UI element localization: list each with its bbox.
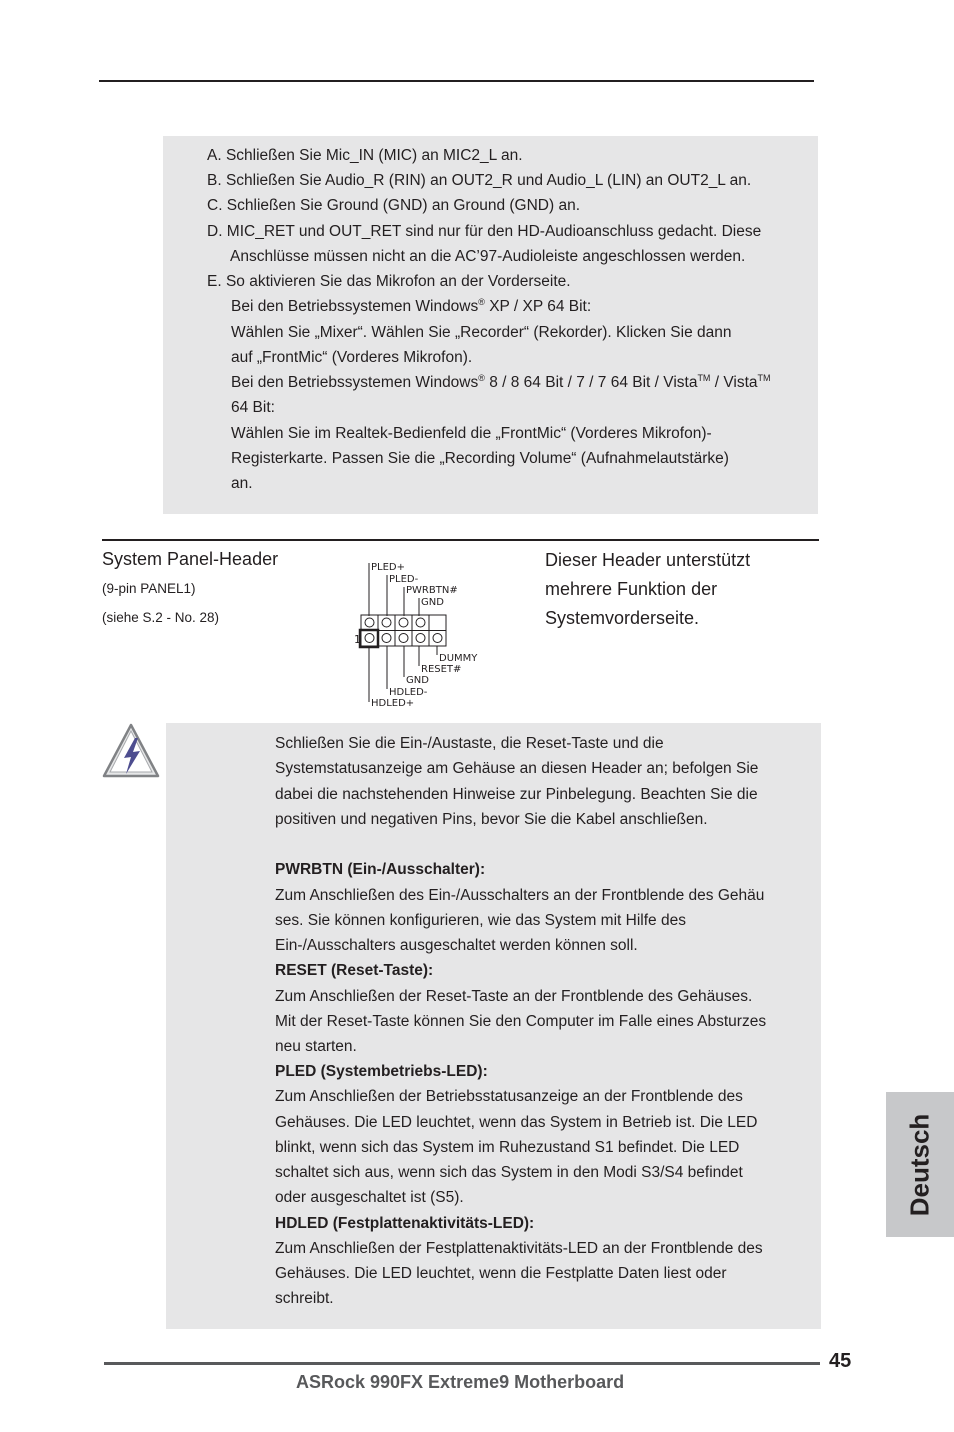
instruction-b: B. Schließen Sie Audio_R (RIN) an OUT2_R und Audio_L (LIN) an OUT2_L an. xyxy=(207,172,752,189)
pled-heading: PLED (Systembetriebs-LED): xyxy=(275,1063,488,1080)
pwrbtn-heading: PWRBTN (Ein-/Ausschalter): xyxy=(275,861,486,878)
reset-heading: RESET (Reset-Taste): xyxy=(275,962,434,979)
note-intro-4: positiven und negativen Pins, bevor Sie die Kabel anschließen. xyxy=(275,811,708,828)
xp-suffix: XP / XP 64 Bit: xyxy=(484,298,592,315)
pled-text-5: oder ausgeschaltet ist (S5). xyxy=(275,1189,464,1206)
pwrbtn-text-1: Zum Anschließen des Ein-/Ausschalters an der Frontblende des Gehäu xyxy=(275,887,765,904)
win8-steps-3: an. xyxy=(231,475,253,492)
language-tab xyxy=(886,1092,954,1237)
xp-steps-2: auf „FrontMic“ (Vorderes Mikrofon). xyxy=(231,349,473,366)
pin-label-pled-minus: PLED- xyxy=(389,574,419,585)
win8-mid2: / Vista xyxy=(710,374,758,391)
reset-text-1: Zum Anschließen der Reset-Taste an der Frontblende des Gehäuses. xyxy=(275,988,753,1005)
note-intro-2: Systemstatusanzeige am Gehäuse an diesen Header an; befolgen Sie xyxy=(275,760,759,777)
panel-header-desc-2: mehrere Funktion der xyxy=(545,579,718,599)
hdled-heading: HDLED (Festplattenaktivitäts-LED): xyxy=(275,1215,535,1232)
panel-header-desc-3: Systemvorderseite. xyxy=(545,608,700,628)
win8-os-line xyxy=(231,373,771,393)
pled-text-4: schaltet sich aus, wenn sich das System in den Modi S3/S4 befindet xyxy=(275,1164,743,1181)
pwrbtn-text-2: ses. Sie können konfigurieren, wie das System mit Hilfe des xyxy=(275,912,686,929)
instruction-a: A. Schließen Sie Mic_IN (MIC) an MIC2_L an. xyxy=(207,147,523,164)
win8-line2: 64 Bit: xyxy=(231,399,275,416)
instruction-c: C. Schließen Sie Ground (GND) an Ground (GND) an. xyxy=(207,197,580,214)
reset-text-2: Mit der Reset-Taste können Sie den Computer im Falle eines Absturzes xyxy=(275,1013,767,1030)
pin-label-hdled-minus: HDLED- xyxy=(389,687,428,698)
note-intro-1: Schließen Sie die Ein-/Austaste, die Reset-Taste und die xyxy=(275,735,664,752)
pin-label-pwrbtn: PWRBTN# xyxy=(406,585,458,596)
trademark-mark: TM xyxy=(697,372,711,383)
pled-text-2: Gehäuses. Die LED leuchtet, wenn das System in Betrieb ist. Die LED xyxy=(275,1114,758,1131)
pled-text-3: blinkt, wenn sich das System im Ruhezustand S1 befindet. Die LED xyxy=(275,1139,740,1156)
footer-rule xyxy=(104,1362,820,1365)
panel-header-ref: (siehe S.2 - No. 28) xyxy=(102,610,220,625)
win8-steps-1: Wählen Sie im Realtek-Bedienfeld die „FrontMic“ (Vorderes Mikrofon)- xyxy=(231,425,712,442)
hdled-text-2: Gehäuses. Die LED leuchtet, wenn die Festplatte Daten liest oder xyxy=(275,1265,727,1282)
instruction-e: E. So aktivieren Sie das Mikrofon an der Vorderseite. xyxy=(207,273,571,290)
note-intro-3: dabei die nachstehenden Hinweise zur Pinbelegung. Beachten Sie die xyxy=(275,786,758,803)
panel-header-subtitle: (9-pin PANEL1) xyxy=(102,581,196,596)
panel1-pin-diagram xyxy=(350,556,490,711)
pin-label-hdled-plus: HDLED+ xyxy=(371,698,415,709)
pin-label-gnd-top: GND xyxy=(421,597,444,608)
panel-header-desc-1: Dieser Header unterstützt xyxy=(545,550,751,570)
win8-steps-2: Registerkarte. Passen Sie die „Recording Volume“ (Aufnahmelautstärke) xyxy=(231,450,729,467)
win8-prefix: Bei den Betriebssystemen Windows xyxy=(231,374,479,391)
instruction-d-cont: Anschlüsse müssen nicht an die AC’97-Audioleiste angeschlossen werden. xyxy=(230,248,746,265)
pin-label-dummy: DUMMY xyxy=(439,653,478,664)
section-rule xyxy=(102,539,819,541)
trademark-mark: TM xyxy=(757,372,771,383)
pin-label-gnd-bottom: GND xyxy=(406,675,429,686)
xp-os-line xyxy=(231,297,591,317)
language-tab-label: Deutsch xyxy=(904,1113,935,1216)
win8-mid: 8 / 8 64 Bit / 7 / 7 64 Bit / Vista xyxy=(484,374,698,391)
xp-steps-1: Wählen Sie „Mixer“. Wählen Sie „Recorder“ (Rekorder). Klicken Sie dann xyxy=(231,324,732,341)
top-rule xyxy=(99,80,814,82)
instruction-d: D. MIC_RET und OUT_RET sind nur für den HD-Audioanschluss gedacht. Diese xyxy=(207,223,762,240)
registered-mark: ® xyxy=(478,296,485,307)
registered-mark: ® xyxy=(478,372,485,383)
panel-header-title: System Panel-Header xyxy=(102,549,279,569)
warning-icon xyxy=(100,720,162,780)
pled-text-1: Zum Anschließen der Betriebsstatusanzeige an der Frontblende des xyxy=(275,1088,743,1105)
xp-prefix: Bei den Betriebssystemen Windows xyxy=(231,298,479,315)
pwrbtn-text-3: Ein-/Ausschalters ausgeschaltet werden können soll. xyxy=(275,937,638,954)
footer-title: ASRock 990FX Extreme9 Motherboard xyxy=(296,1372,625,1392)
pin-label-pled-plus: PLED+ xyxy=(371,562,405,573)
page-number: 45 xyxy=(829,1350,852,1372)
pin-label-reset: RESET# xyxy=(421,664,462,675)
hdled-text-3: schreibt. xyxy=(275,1290,334,1307)
pin1-marker: 1 xyxy=(354,633,361,646)
reset-text-3: neu starten. xyxy=(275,1038,357,1055)
hdled-text-1: Zum Anschließen der Festplattenaktivitäts-LED an der Frontblende des xyxy=(275,1240,763,1257)
